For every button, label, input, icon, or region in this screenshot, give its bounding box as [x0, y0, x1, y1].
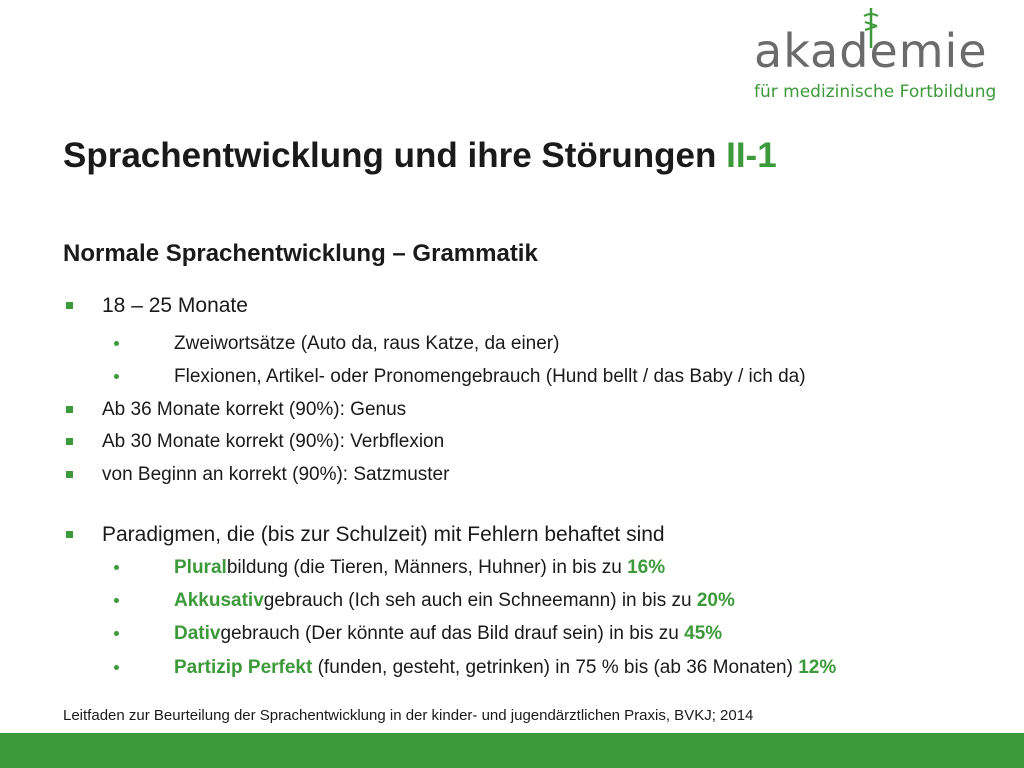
subitem-body: gebrauch (Der könnte auf das Bild drauf sein) in bis zu [220, 623, 685, 644]
list-subitem-text [174, 655, 836, 681]
list-subitem-text: Zweiwortsätze (Auto da, raus Katze, da einer) [174, 333, 560, 354]
round-bullet-icon [114, 341, 119, 346]
list-subitem-text: Flexionen, Artikel- oder Pronomengebrauch (Hund bellt / das Baby / ich da) [174, 366, 806, 387]
list-item-text: Ab 30 Monate korrekt (90%): Verbflexion [102, 431, 445, 452]
subitem-body: gebrauch (Ich seh auch ein Schneemann) in bis zu [263, 590, 697, 611]
subitem-body: bildung (die Tieren, Männers, Huhner) in bis zu [226, 557, 628, 578]
square-bullet-icon [66, 406, 73, 413]
round-bullet-icon [114, 374, 119, 379]
highlight-percent: 16% [627, 557, 666, 578]
round-bullet-icon [114, 565, 119, 570]
round-bullet-icon [114, 665, 119, 670]
highlight-percent: 12% [798, 657, 837, 678]
highlight-term: Partizip Perfekt [174, 657, 313, 678]
round-bullet-icon [114, 631, 119, 636]
list-item-text: von Beginn an korrekt (90%): Satzmuster [102, 464, 450, 485]
highlight-percent: 45% [684, 623, 723, 644]
list-subitem-text [174, 555, 665, 581]
list-subitem-text [174, 621, 722, 647]
square-bullet-icon [66, 438, 73, 445]
highlight-percent: 20% [696, 590, 735, 611]
section-heading: Normale Sprachentwicklung – Grammatik [63, 240, 538, 267]
highlight-term: Dativ [174, 623, 221, 644]
square-bullet-icon [66, 531, 73, 538]
logo-wordmark: akademie [754, 24, 988, 78]
subitem-body: (funden, gesteht, getrinken) in 75 % bis (ab 36 Monaten) [312, 657, 799, 678]
highlight-term: Plural [174, 557, 227, 578]
round-bullet-icon [114, 598, 119, 603]
highlight-term: Akkusativ [174, 590, 264, 611]
source-citation: Leitfaden zur Beurteilung der Sprachentwicklung in der kinder- und jugendärztlichen Praxis, BVKJ; 2014 [63, 707, 754, 724]
square-bullet-icon [66, 302, 73, 309]
title-accent: II-1 [726, 136, 777, 175]
slide-title [63, 134, 777, 178]
list-item-text: Ab 36 Monate korrekt (90%): Genus [102, 399, 407, 420]
logo-subtitle: für medizinische Fortbildung [754, 82, 997, 102]
list-item-text: 18 – 25 Monate [102, 294, 248, 317]
title-main: Sprachentwicklung und ihre Störungen [63, 136, 727, 175]
square-bullet-icon [66, 471, 73, 478]
footer-bar [0, 733, 1024, 768]
list-subitem-text [174, 588, 735, 614]
list-item-text: Paradigmen, die (bis zur Schulzeit) mit Fehlern behaftet sind [102, 523, 665, 546]
akademie-logo [752, 8, 1002, 100]
